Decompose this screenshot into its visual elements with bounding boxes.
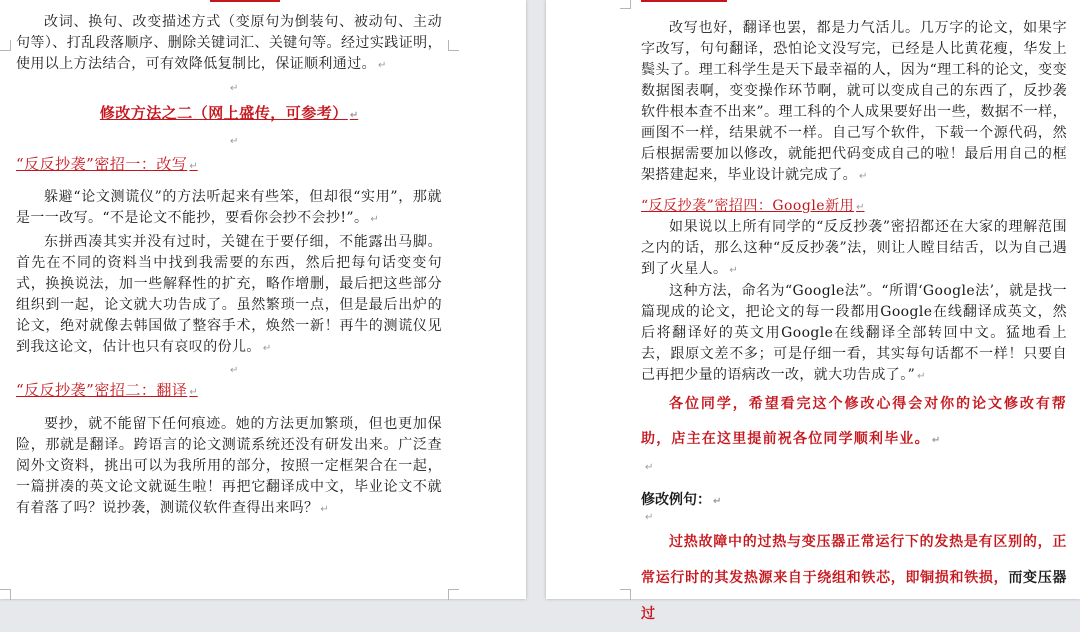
empty-line: ↵ <box>230 136 239 147</box>
closing-note: 各位同学，希望看完这个修改心得会对你的论文修改有帮助，店主在这里提前祝各位同学顺利毕业。 ↵ <box>641 396 1067 447</box>
paragraph: 这种方法，命名为“Google法”。“所谓‘Google法’，就是找一篇现成的论文，把论文的每一段都用Google在线翻译成英文，然后将翻译好的英文用Google在线翻译全部转回中文。猛地看上去，跟原文差不多；可是仔细一看，其实每句话都不一样！只要自己再把少量的语病改一改，就大功告成了。” ↵ <box>641 283 1067 383</box>
crop-mark <box>0 589 11 600</box>
crop-mark <box>0 40 11 51</box>
paragraph: 要抄，就不能留下任何痕迹。她的方法更加繁琐，但也更加保险，那就是翻译。跨语言的论文测谎系统还没有研发出来。广泛查阅外文资料，挑出可以为我所用的部分，按照一定框架合在一起，一篇拼凑的英文论文就诞生啦！再把它翻译成中文，毕业论文不就有着落了吗？说抄袭，测谎仪软件查得出来吗？ ↵ <box>16 416 442 516</box>
document-page-right <box>546 0 1080 622</box>
right-text-column <box>641 0 1067 632</box>
section-heading-trick2: “反反抄袭”密招二：翻译 ↵ <box>16 381 198 399</box>
paragraph: 改词、换句、改变描述方式（变原句为倒装句、被动句、主动句等）、打乱段落顺序、删除关键词汇、关键句等。经过实践证明，使用以上方法结合，可有效降低复制比，保证顺利通过。 ↵ <box>16 14 442 72</box>
left-text-column <box>16 0 442 520</box>
paragraph: 躲避“论文测谎仪”的方法听起来有些笨，但却很“实用”，那就是一一改写。“不是论文不能抄，要看你会抄不会抄!”。 ↵ <box>16 189 442 226</box>
paragraph: 东拼西凑其实并没有过时，关键在于要仔细，不能露出马脚。首先在不同的资料当中找到我需要的东西，然后把每句话变变句式，换换说法，加一些解释性的扩充，略作增删，最后把这些部分组织到一起，论文就大功告成了。虽然繁琐一点，但是最后出炉的论文，绝对就像去韩国做了整容手术，焕然一新！再牛的测谎仪见到我这论文，估计也只有哀叹的份儿。 ↵ <box>16 234 442 355</box>
crop-mark <box>448 40 459 51</box>
example-sentence: 过热故障中的过热与变压器正常运行下的发热是有区别的，正常运行时的其发热源来自于绕组和铁芯，即铜损和铁损，而变压器过 <box>641 534 1068 622</box>
paragraph: 改写也好，翻译也罢，都是力气活儿。几万字的论文，如果字字改写，句句翻译，恐怕论文没写完，已经是人比黄花瘦，华发上鬓头了。理工科学生是天下最幸福的人，因为“理工科的论文，变变数据图表啊，变变操作环节啊，就可以变成自己的东西了，反抄袭软件根本查不出来”。理工科的个人成果要好出一些，数据不一样，画图不一样，结果就不一样。自己写个软件，下载一个源代码，然后根据需要加以修改，就能把代码变成自己的啦！最后用自己的框架搭建起来，毕业设计就完成了。 ↵ <box>641 20 1067 183</box>
section-heading-trick4: “反反抄袭”密招四：Google新用 ↵ <box>641 198 865 214</box>
section-heading-method2: 修改方法之二（网上盛传，可参考） ↵ <box>99 104 359 122</box>
paragraph: 如果说以上所有同学的“反反抄袭”密招都还在大家的理解范围之内的话，那么这种“反反抄袭”法，则让人瞠目结舌，以为自己遇到了火星人。 ↵ <box>641 219 1067 277</box>
crop-mark <box>448 589 459 600</box>
empty-line: ↵ <box>645 462 654 473</box>
crop-mark <box>620 589 631 600</box>
document-page-left <box>0 0 526 599</box>
empty-line: ↵ <box>230 83 239 94</box>
example-label: 修改例句： ↵ <box>641 492 722 508</box>
crop-mark <box>620 0 631 9</box>
empty-line: ↵ <box>645 512 654 523</box>
empty-line: ↵ <box>230 365 239 376</box>
section-heading-trick1: “反反抄袭”密招一：改写 ↵ <box>16 155 198 173</box>
